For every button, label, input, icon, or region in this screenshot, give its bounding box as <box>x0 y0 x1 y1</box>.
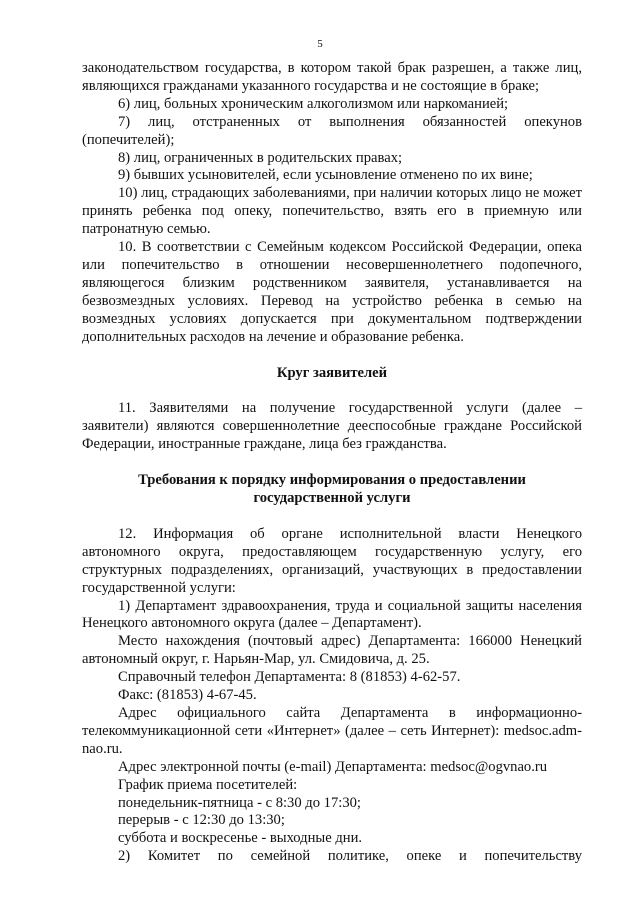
clause-12: 12. Информация об органе исполнительной власти Ненецкого автономного округа, предоставляющем государственную услугу, его структурных подразделениях, организаций, участвующих в предоставлении государственной услуги: <box>82 525 582 596</box>
clause-11: 11. Заявителями на получение государственной услуги (далее – заявители) являются совершеннолетние дееспособные граждане Российской Федерации, иностранные граждане, лица без гражданства. <box>82 400 582 453</box>
paragraph-continuation: законодательством государства, в котором такой брак разрешен, а также лиц, являющихся гражданами указанного государства и не состоящие в браке; <box>82 60 582 94</box>
heading-info-line1: Требования к порядку информирования о предоставлении <box>138 472 526 489</box>
list-item-9: 9) бывших усыновителей, если усыновление отменено по их вине; <box>118 167 533 184</box>
list-item-7: 7) лиц, отстраненных от выполнения обязанностей опекунов (попечителей); <box>82 113 582 148</box>
document-body <box>82 60 582 866</box>
schedule-heading: График приема посетителей: <box>118 776 298 793</box>
heading-info-line2: государственной услуги <box>253 490 411 507</box>
list-item-8: 8) лиц, ограниченных в родительских правах; <box>118 149 403 166</box>
department-item: 1) Департамент здравоохранения, труда и социальной защиты населения Ненецкого автономного округа (далее – Департамент). <box>82 597 582 632</box>
department-fax: Факс: (81853) 4-67-45. <box>118 687 257 704</box>
committee-item: 2) Комитет по семейной политике, опеке и попечительству <box>118 848 582 865</box>
department-phone: Справочный телефон Департамента: 8 (81853) 4-62-57. <box>118 669 461 686</box>
heading-information-requirements <box>82 472 582 508</box>
heading-applicants: Круг заявителей <box>276 364 388 381</box>
department-email: Адрес электронной почты (e-mail) Департамента: medsoc@ogvnao.ru <box>118 758 548 775</box>
list-item-10: 10) лиц, страдающих заболеваниями, при наличии которых лицо не может принять ребенка под опеку, попечительство, взять его в приемную или патронатную семью. <box>82 185 582 238</box>
department-website: Адрес официального сайта Департамента в информационно-телекоммуникационной сети «Интернет» (далее – сеть Интернет): medsoc.adm-nao.ru. <box>82 705 582 757</box>
page-number: 5 <box>317 38 323 50</box>
schedule-break: перерыв - с 12:30 до 13:30; <box>118 812 285 829</box>
list-item-6: 6) лиц, больных хроническим алкоголизмом или наркоманией; <box>118 95 509 112</box>
department-address: Место нахождения (почтовый адрес) Департамента: 166000 Ненецкий автономный округ, г. Нарьян-Мар, ул. Смидовича, д. 25. <box>82 633 582 668</box>
schedule-weekend: суббота и воскресенье - выходные дни. <box>118 830 363 847</box>
clause-10: 10. В соответствии с Семейным кодексом Российской Федерации, опека или попечительство в отношении несовершеннолетнего подопечного, являющегося близким родственником заявителя, устанавливается на безвозмездных условиях. Перевод на устройство ребенка в семью на возмездных условиях допускается при документальном подтверждении дополнительных расходов на лечение и образование ребенка. <box>82 239 582 345</box>
schedule-weekdays: понедельник-пятница - с 8:30 до 17:30; <box>118 794 361 811</box>
